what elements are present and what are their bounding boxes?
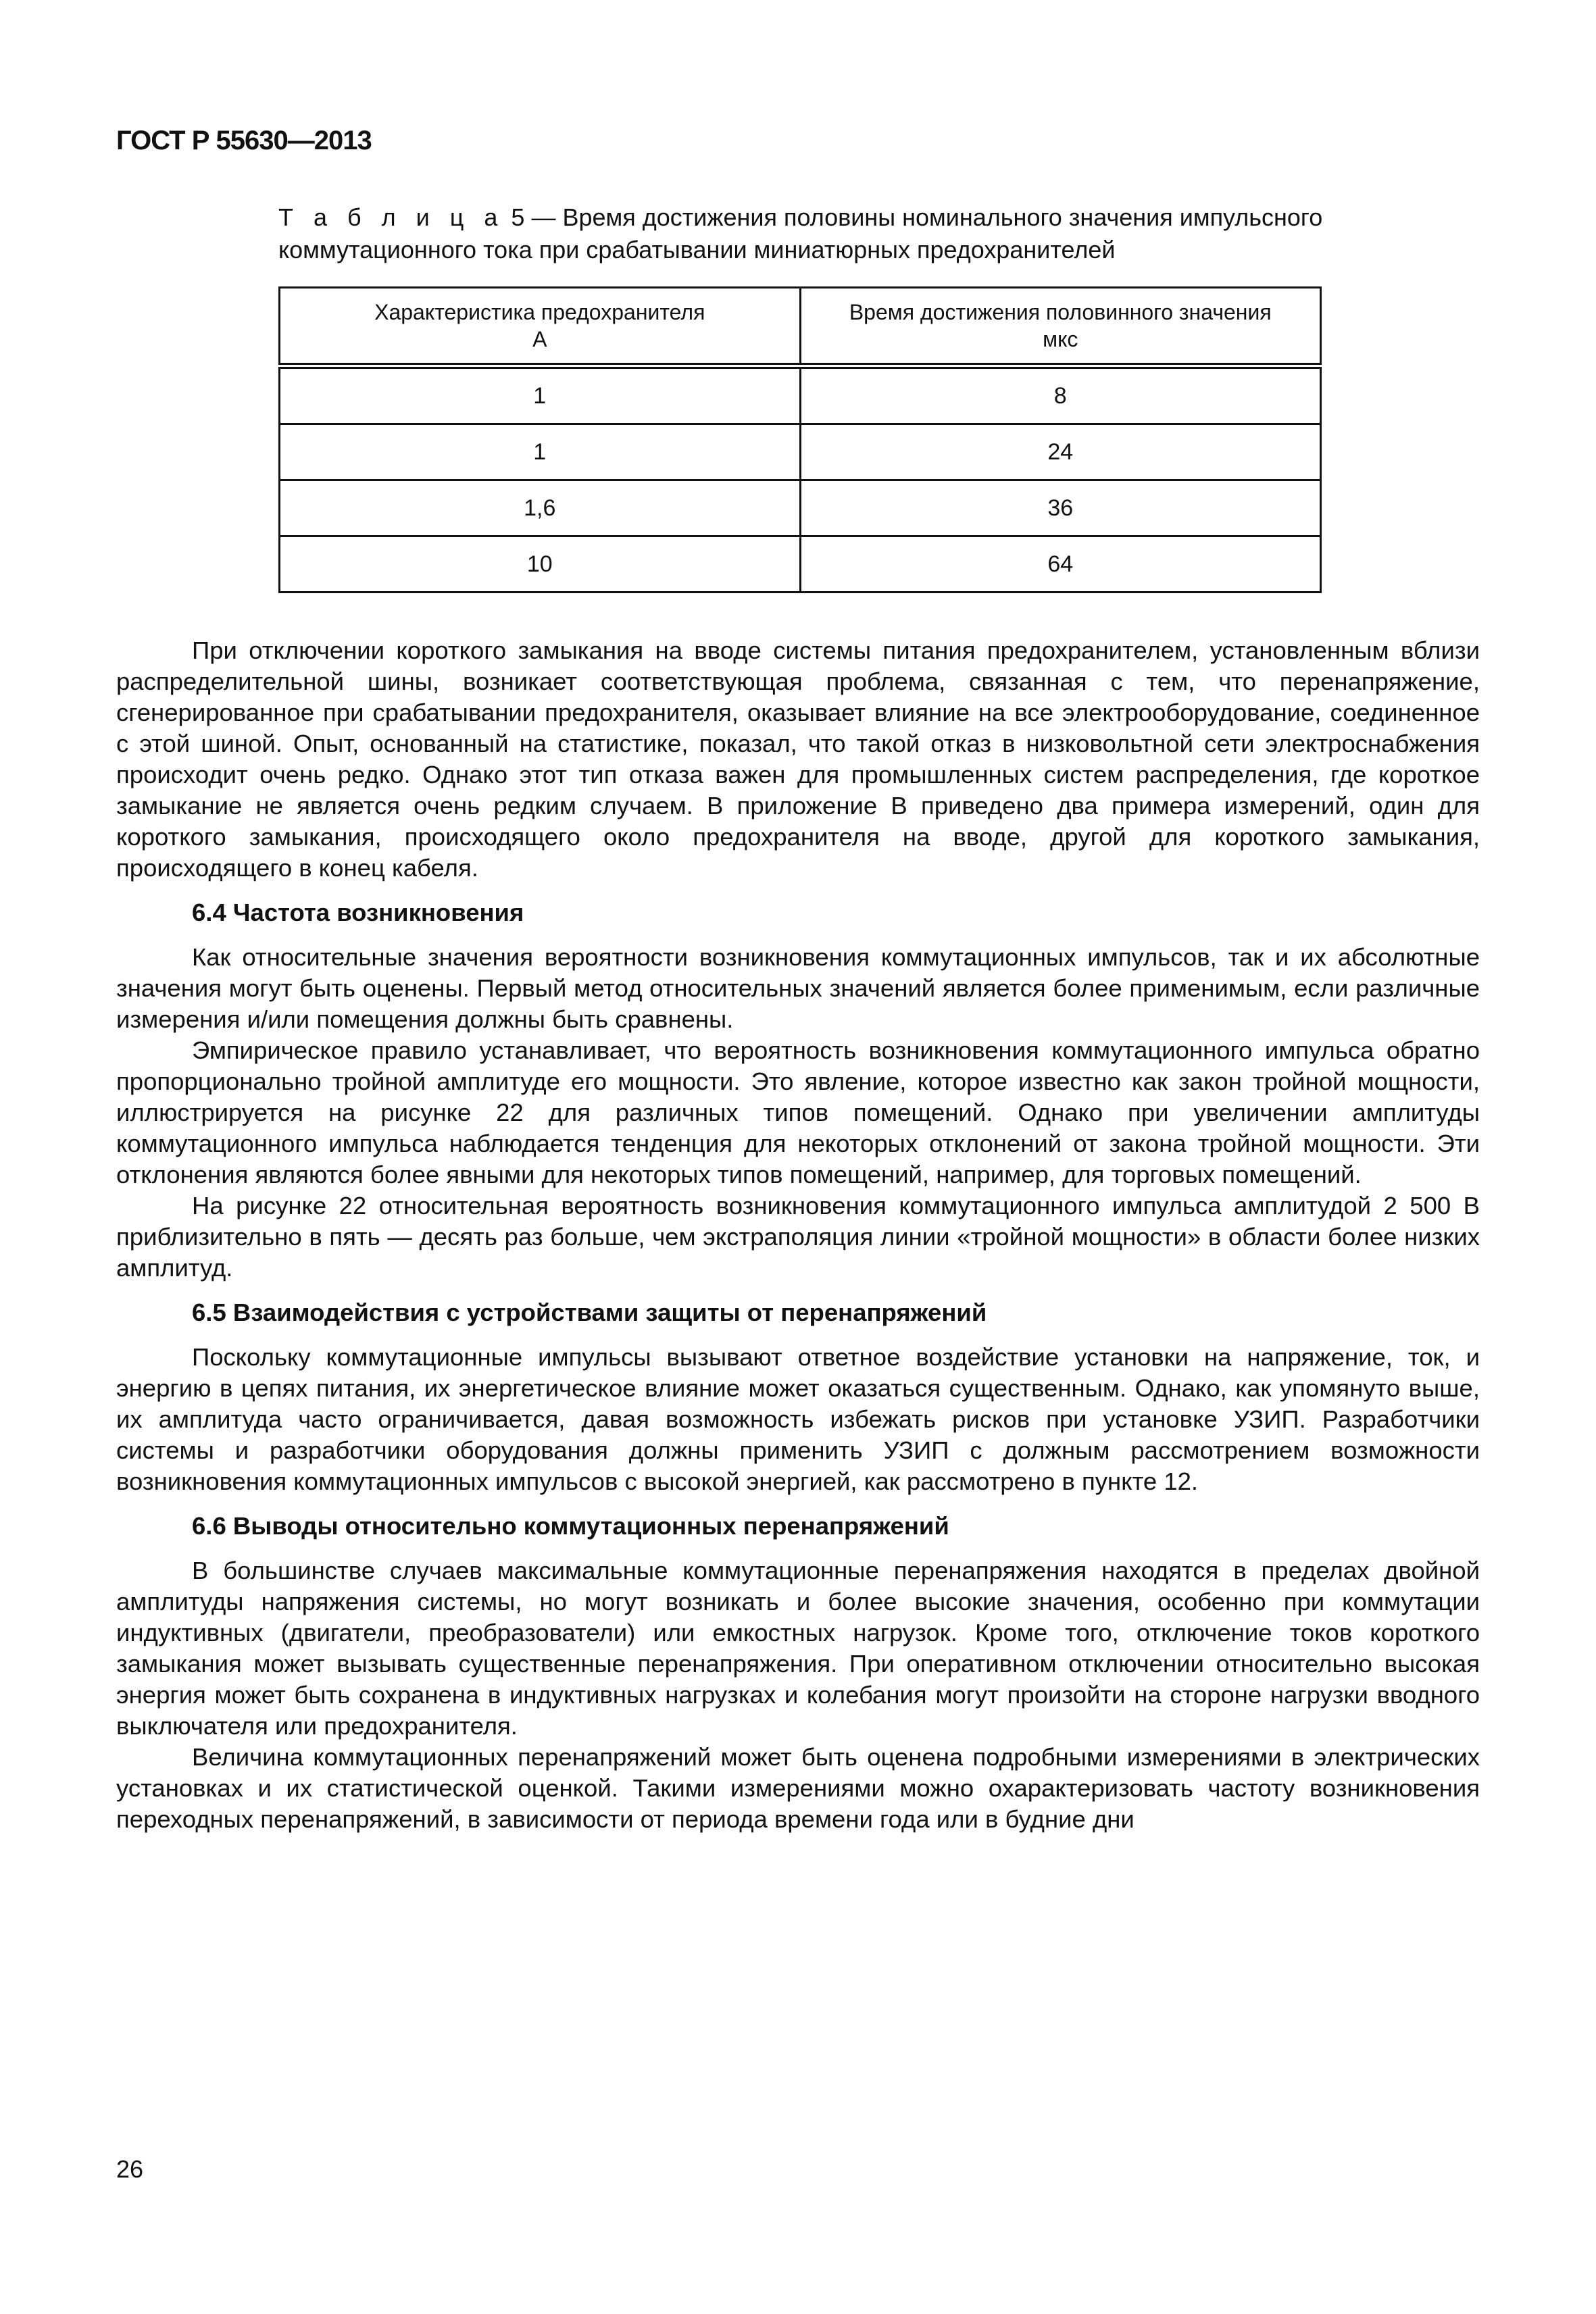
fuse-time-table <box>278 286 1322 593</box>
column-header-time <box>800 288 1321 366</box>
table-caption-label: Т а б л и ц а <box>278 203 505 231</box>
page-number: 26 <box>116 2155 144 2183</box>
table-cell: 24 <box>800 424 1321 480</box>
paragraph: Эмпирическое правило устанавливает, что вероятность возникновения коммутационного импульса обратно пропорционально тройной амплитуде его мощности. Это явление, которое известно как закон тройной мощности, иллюстрируется на рисунке 22 для различных типов помещений. Однако при увеличении амплитуды коммутационного импульса наблюдается тенденция для некоторых отклонений от закона тройной мощности. Эти отклонения являются более явными для некоторых типов помещений, например, для торговых помещений. <box>116 1036 1480 1188</box>
table-row <box>280 366 1321 424</box>
column-unit: мкс <box>1043 327 1078 351</box>
paragraph: Поскольку коммутационные импульсы вызывают ответное воздействие установки на напряжение, ток, и энергию в цепях питания, их энергетическое влияние может оказаться существенным. Однако, как упомянуто выше, их амплитуда часто ограничивается, давая возможность избежать рисков при установке УЗИП. Разработчики системы и разработчики оборудования должны применить УЗИП с должным рассмотрением возможности возникновения коммутационных импульсов с высокой энергией, как рассмотрено в пункте 12. <box>116 1343 1480 1495</box>
table-caption-number: 5 <box>511 203 525 231</box>
body-text <box>116 635 1480 1835</box>
table-caption-text: — Время достижения половины номинального значения импульсного коммутационного тока при срабатывании миниатюрных предохранителей <box>278 203 1323 263</box>
section-heading-6-5: 6.5 Взаимодействия с устройствами защиты от перенапряжений <box>192 1299 987 1326</box>
table-header-row <box>280 288 1321 366</box>
section-heading-6-6: 6.6 Выводы относительно коммутационных перенапряжений <box>192 1512 949 1540</box>
table-cell: 1 <box>280 366 801 424</box>
table-cell: 64 <box>800 536 1321 593</box>
table-cell: 36 <box>800 480 1321 536</box>
document-header: ГОСТ Р 55630—2013 <box>116 126 372 155</box>
column-title: Характеристика предохранителя <box>374 300 705 324</box>
paragraph: В большинстве случаев максимальные коммутационные перенапряжения находятся в пределах двойной амплитуды напряжения системы, но могут возникать и более высокие значения, особенно при коммутации индуктивных (двигатели, преобразователи) или емкостных нагрузок. Кроме того, отключение токов короткого замыкания может вызывать существенные перенапряжения. При оперативном отключении относительно высокая энергия может быть сохранена в индуктивных нагрузках и колебания могут произойти на стороне нагрузки вводного выключателя или предохранителя. <box>116 1557 1480 1740</box>
paragraph: При отключении короткого замыкания на вводе системы питания предохранителем, установленным вблизи распределительной шины, возникает соответствующая проблема, связанная с тем, что перенапряжение, сгенерированное при срабатывании предохранителя, оказывает влияние на все электрооборудование, соединенное с этой шиной. Опыт, основанный на статистике, показал, что такой отказ в низковольтной сети электроснабжения происходит очень редко. Однако этот тип отказа важен для промышленных систем распределения, где короткое замыкание не является очень редким случаем. В приложение В приведено два примера измерений, один для короткого замыкания, происходящего около предохранителя на вводе, другой для короткого замыкания, происходящего в конец кабеля. <box>116 636 1480 882</box>
table-cell: 1,6 <box>280 480 801 536</box>
table-row <box>280 536 1321 593</box>
table-caption <box>278 201 1332 266</box>
paragraph: Как относительные значения вероятности возникновения коммутационных импульсов, так и их абсолютные значения могут быть оценены. Первый метод относительных значений является более применимым, если различные измерения и/или помещения должны быть сравнены. <box>116 943 1480 1033</box>
table-row <box>280 424 1321 480</box>
section-heading-6-4: 6.4 Частота возникновения <box>192 899 524 926</box>
column-title: Время достижения половинного значения <box>849 300 1272 324</box>
column-unit: А <box>532 327 547 351</box>
paragraph: Величина коммутационных перенапряжений может быть оценена подробными измерениями в электрических установках и их статистической оценкой. Такими измерениями можно охарактеризовать частоту возникновения переходных перенапряжений, в зависимости от периода времени года или в будние дни <box>116 1743 1480 1833</box>
paragraph: На рисунке 22 относительная вероятность возникновения коммутационного импульса амплитудой 2 500 В приблизительно в пять — десять раз больше, чем экстраполяция линии «тройной мощности» в области более низких амплитуд. <box>116 1192 1480 1282</box>
table-cell: 10 <box>280 536 801 593</box>
column-header-fuse <box>280 288 801 366</box>
table-row <box>280 480 1321 536</box>
table-cell: 1 <box>280 424 801 480</box>
table-cell: 8 <box>800 366 1321 424</box>
